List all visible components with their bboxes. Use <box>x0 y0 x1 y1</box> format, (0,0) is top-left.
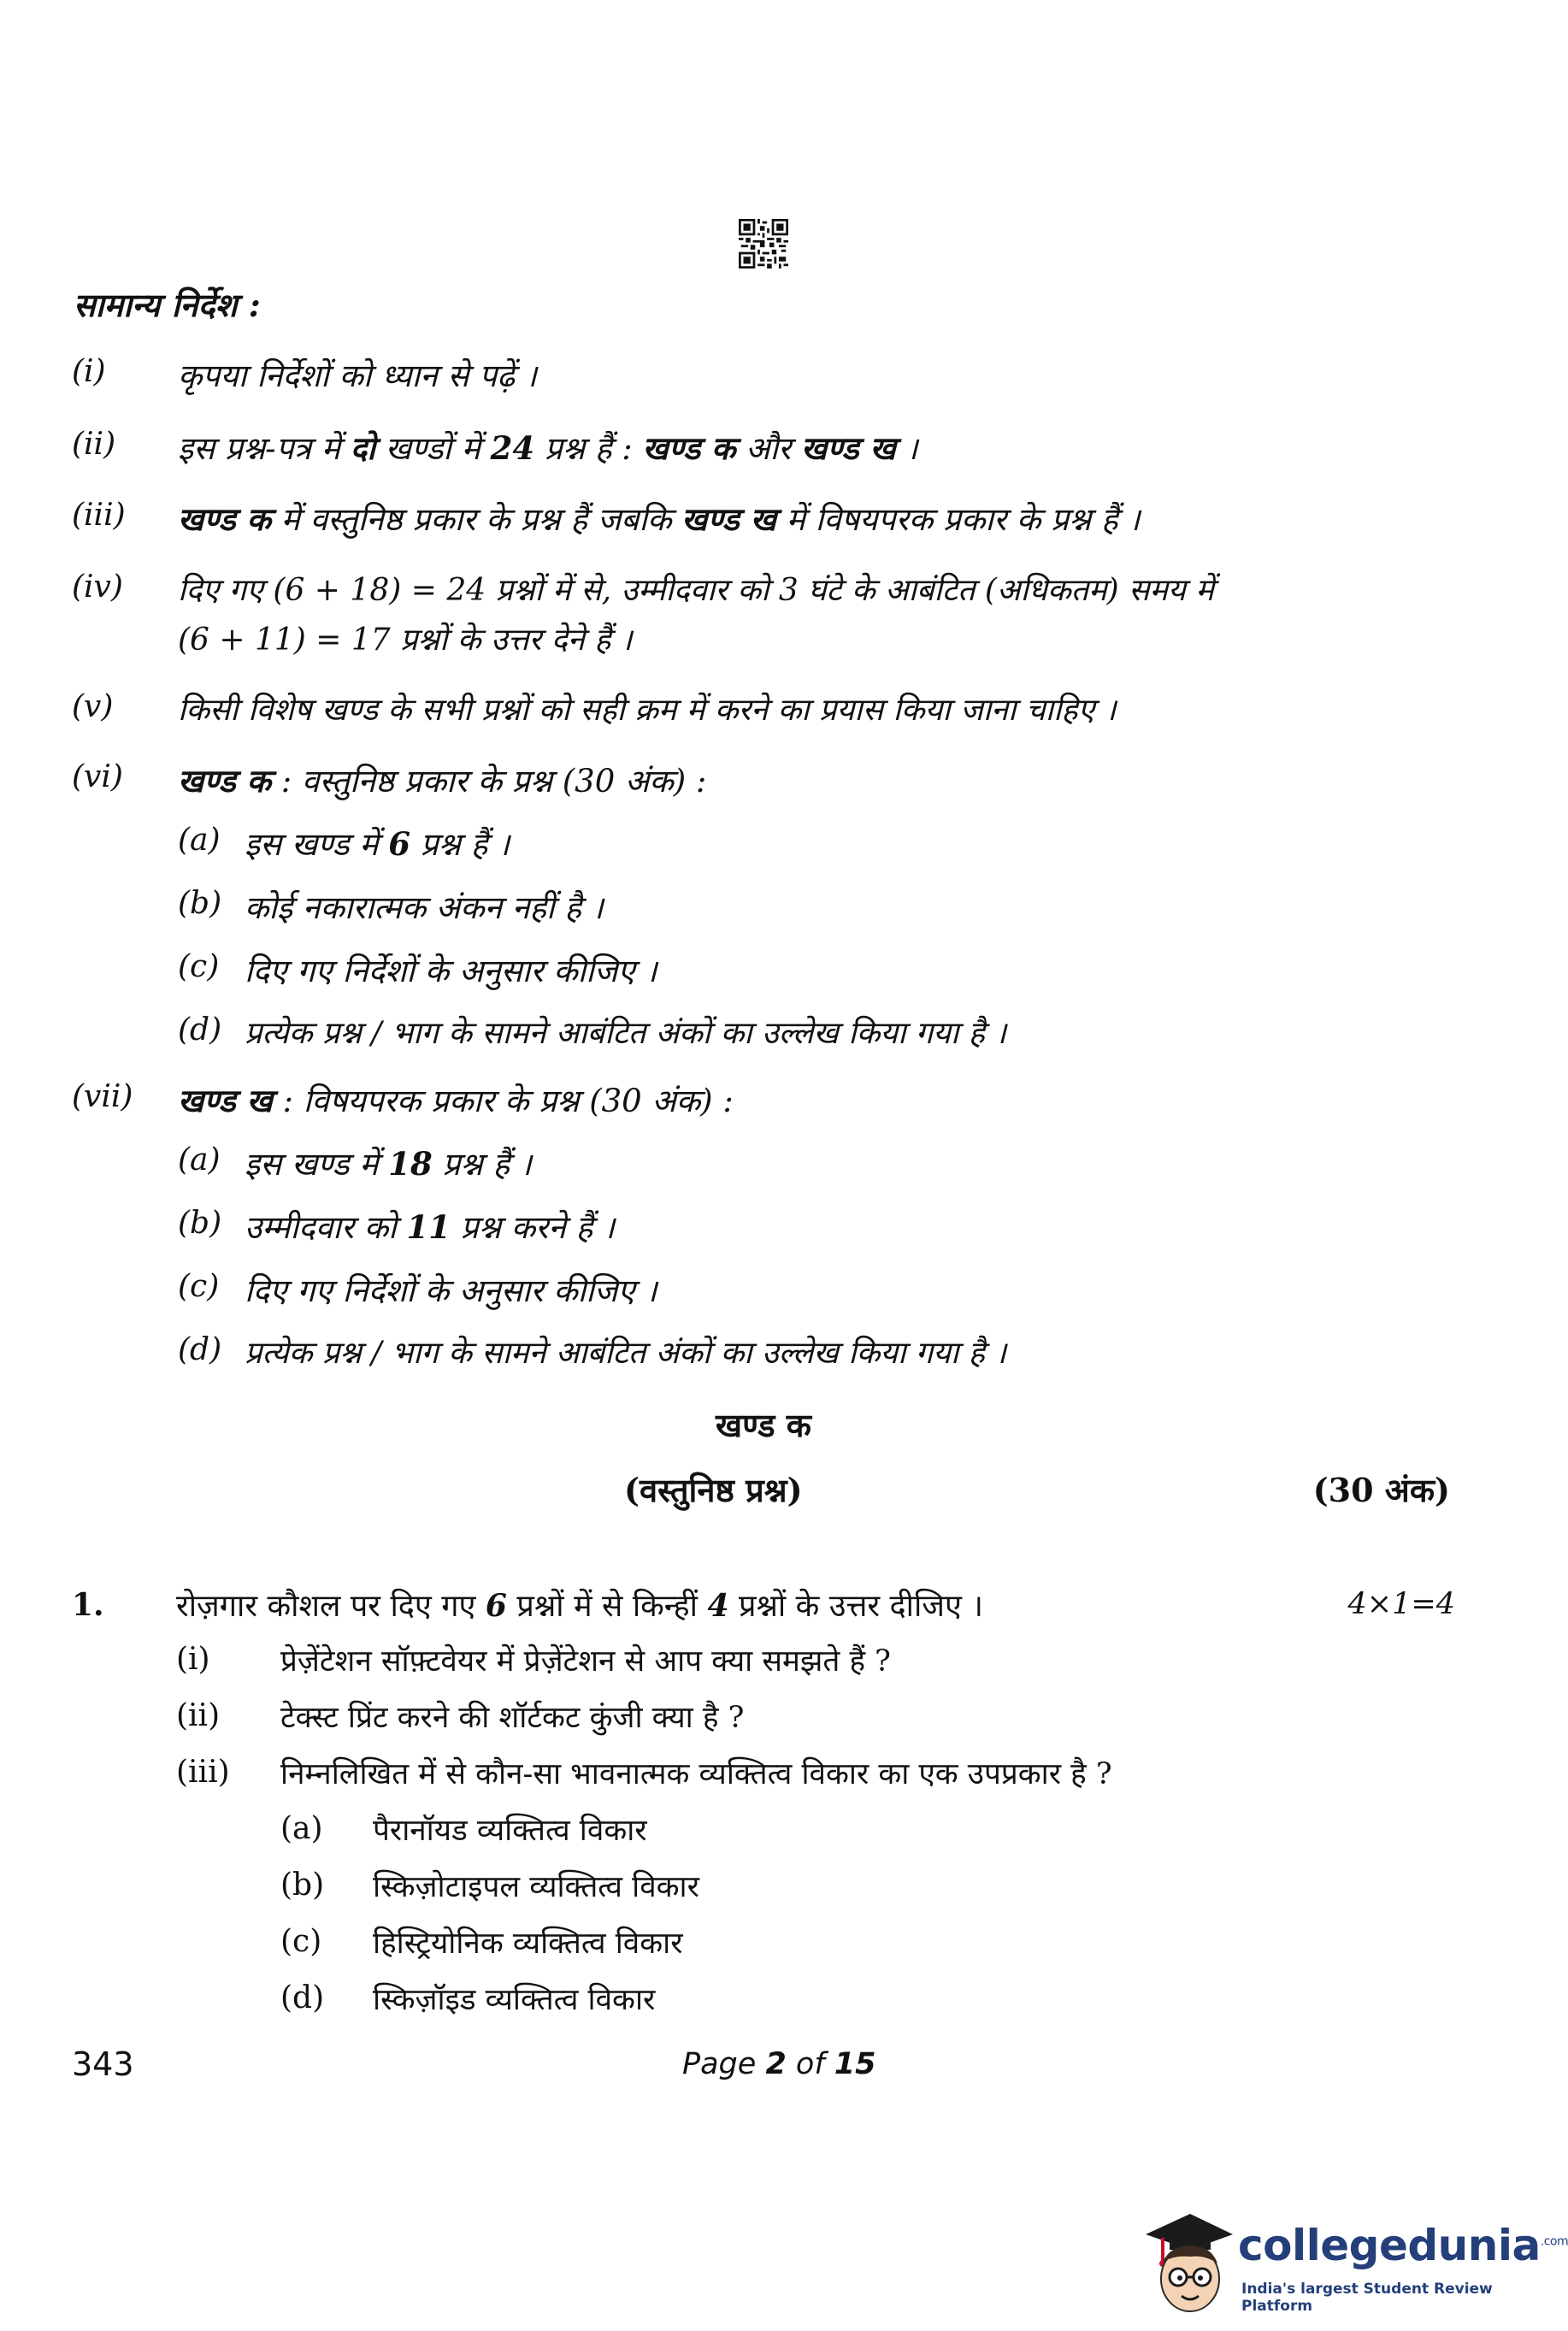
sub-item-letter: (b) <box>178 1206 222 1241</box>
sub-item-letter: (a) <box>178 823 221 858</box>
qr-code-icon <box>739 219 788 269</box>
option-letter: (c) <box>280 1924 322 1959</box>
question-part-number: (i) <box>176 1642 210 1677</box>
instruction-text: किसी विशेष खण्ड के सभी प्रश्नों को सही क्रम में करने का प्रयास किया जाना चाहिए । <box>178 693 1117 728</box>
sub-item-text: दिए गए निर्देशों के अनुसार कीजिए । <box>245 1272 657 1309</box>
sub-item-letter: (a) <box>178 1142 221 1177</box>
instruction-number: (v) <box>72 689 114 724</box>
instruction-number: (vii) <box>72 1079 133 1114</box>
question-part-text: टेक्स्ट प्रिंट करने की शॉर्टकट कुंजी क्या है ? <box>280 1701 745 1735</box>
instruction-text: खण्ड ख : विषयपरक प्रकार के प्रश्न (30 अंक) : <box>178 1082 734 1119</box>
question-part-text: प्रेज़ेंटेशन सॉफ़्टवेयर में प्रेज़ेंटेशन से आप क्या समझते हैं ? <box>280 1644 891 1679</box>
sub-item-text: इस खण्ड में 18 प्रश्न हैं । <box>245 1145 532 1183</box>
student-mascot-icon <box>1137 2202 1240 2322</box>
sub-item-text: दिए गए निर्देशों के अनुसार कीजिए । <box>245 953 657 989</box>
sub-item-letter: (c) <box>178 949 220 984</box>
option-text: स्किज़ोटाइपल व्यक्तित्व विकार <box>373 1870 699 1904</box>
question-marks: 4×1=4 <box>1347 1587 1455 1621</box>
option-text: स्किज़ॉइड व्यक्तित्व विकार <box>373 1983 656 2017</box>
instructions-heading: सामान्य निर्देश : <box>74 286 261 324</box>
instruction-number: (ii) <box>72 427 116 462</box>
instruction-number: (iv) <box>72 569 123 605</box>
instruction-text: कृपया निर्देशों को ध्यान से पढ़ें । <box>178 357 537 394</box>
sub-item-text: इस खण्ड में 6 प्रश्न हैं । <box>245 825 510 863</box>
instruction-number: (vi) <box>72 759 123 794</box>
sub-item-letter: (b) <box>178 886 222 921</box>
question-part-number: (iii) <box>176 1755 230 1790</box>
option-letter: (a) <box>280 1811 323 1846</box>
question-number: 1. <box>72 1587 104 1623</box>
page-number: Page 2 of 15 <box>682 2047 876 2081</box>
sub-item-letter: (d) <box>178 1332 222 1367</box>
question-part-text: निम्नलिखित में से कौन-सा भावनात्मक व्यक्तित्व विकार का एक उपप्रकार है ? <box>280 1757 1112 1791</box>
sub-item-letter: (c) <box>178 1269 220 1304</box>
section-marks: (30 अंक) <box>1312 1471 1450 1509</box>
sub-item-text: उम्मीदवार को 11 प्रश्न करने हैं । <box>245 1208 616 1246</box>
option-letter: (d) <box>280 1980 325 2015</box>
sub-item-text: प्रत्येक प्रश्न / भाग के सामने आबंटित अंकों का उल्लेख किया गया है । <box>245 1336 1007 1371</box>
section-title: खण्ड क <box>716 1406 811 1444</box>
instruction-text: इस प्रश्न-पत्र में दो खण्डों में 24 प्रश्न हैं : खण्ड क और खण्ड ख । <box>178 429 918 467</box>
option-letter: (b) <box>280 1868 325 1903</box>
instruction-number: (iii) <box>72 498 126 533</box>
paper-code: 343 <box>72 2045 134 2083</box>
instruction-text-continued: (6 + 11) = 17 प्रश्नों के उत्तर देने हैं । <box>178 623 633 658</box>
instruction-text: खण्ड क में वस्तुनिष्ठ प्रकार के प्रश्न हैं जबकि खण्ड ख में विषयपरक प्रकार के प्रश्न हैं । <box>178 500 1141 538</box>
collegedunia-logo <box>1137 2202 1568 2322</box>
instruction-number: (i) <box>72 354 106 389</box>
instruction-text: खण्ड क : वस्तुनिष्ठ प्रकार के प्रश्न (30 अंक) : <box>178 762 707 800</box>
brand-name: collegedunia$^{.com}$ <box>1238 2221 1568 2270</box>
sub-item-text: कोई नकारात्मक अंकन नहीं है । <box>245 889 604 926</box>
question-part-number: (ii) <box>176 1698 221 1733</box>
option-text: हिस्ट्रियोनिक व्यक्तित्व विकार <box>373 1927 683 1961</box>
question-text: रोज़गार कौशल पर दिए गए 6 प्रश्नों में से किन्हीं 4 प्रश्नों के उत्तर दीजिए । <box>176 1588 983 1624</box>
sub-item-letter: (d) <box>178 1012 222 1047</box>
instruction-text: दिए गए (6 + 18) = 24 प्रश्नों में से, उम्मीदवार को 3 घंटे के आबंटित (अधिकतम) समय में <box>178 573 1214 608</box>
section-subtitle: (वस्तुनिष्ठ प्रश्न) <box>624 1471 803 1509</box>
option-text: पैरानॉयड व्यक्तित्व विकार <box>373 1814 647 1848</box>
sub-item-text: प्रत्येक प्रश्न / भाग के सामने आबंटित अंकों का उल्लेख किया गया है । <box>245 1016 1007 1051</box>
brand-tagline: India's largest Student Review Platform <box>1241 2281 1493 2315</box>
